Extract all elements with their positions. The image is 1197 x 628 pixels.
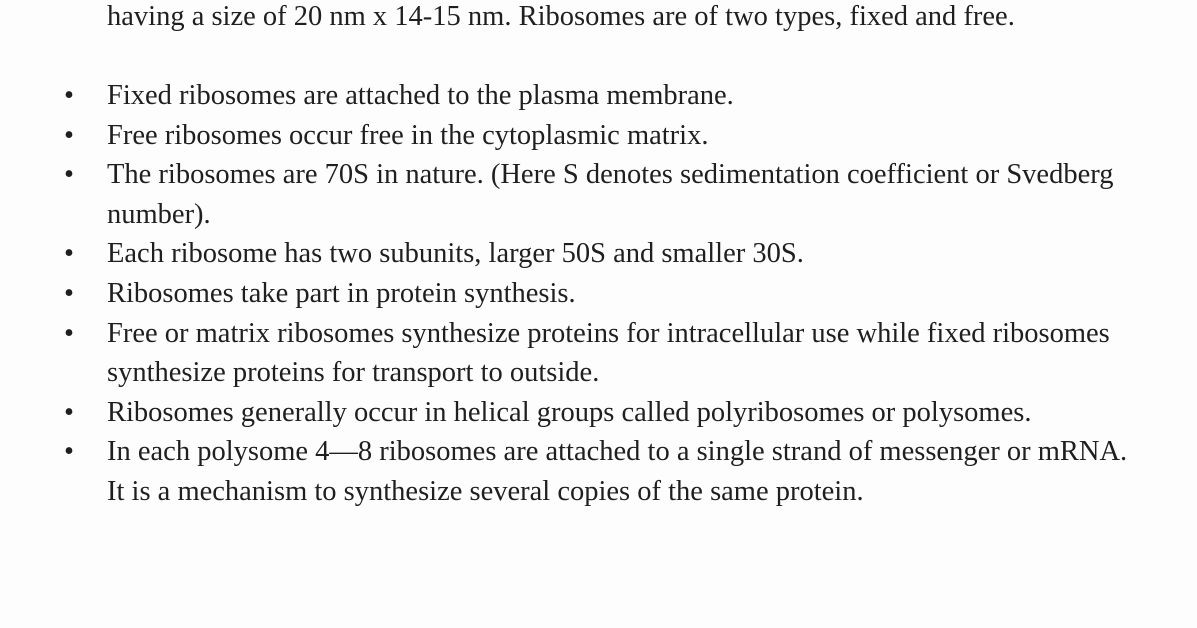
list-item-text: Free or matrix ribosomes synthesize proteins for intracellular use while fixed ribosomes synthesize proteins for transport to outside.	[107, 317, 1110, 389]
list-item-text: Free ribosomes occur free in the cytoplasmic matrix.	[107, 119, 709, 151]
list-item-text: The ribosomes are 70S in nature. (Here S denotes sedimentation coefficient or Svedberg number).	[107, 159, 1114, 230]
list-item	[0, 155, 1147, 234]
bullet-icon: •	[64, 119, 74, 151]
bullet-icon: •	[64, 396, 74, 428]
list-item	[0, 432, 1147, 511]
bullet-icon: •	[64, 238, 74, 270]
list-item-text: Fixed ribosomes are attached to the plasma membrane.	[107, 80, 734, 111]
list-item-text: Ribosomes take part in protein synthesis.	[107, 277, 576, 309]
list-item	[0, 76, 1147, 116]
list-item	[0, 314, 1147, 393]
bullet-list	[0, 76, 1197, 512]
list-item-text: Ribosomes generally occur in helical groups called polyribosomes or polysomes.	[107, 396, 1032, 428]
bullet-icon: •	[64, 159, 74, 191]
list-item	[0, 234, 1147, 274]
bullet-icon: •	[64, 277, 74, 309]
bullet-icon: •	[64, 317, 74, 349]
list-item	[0, 116, 1147, 156]
list-item	[0, 393, 1147, 433]
bullet-icon: •	[64, 436, 74, 468]
intro-paragraph: having a size of 20 nm x 14-15 nm. Ribosomes are of two types, fixed and free.	[107, 1, 1015, 32]
list-item	[0, 274, 1147, 314]
list-item-text: Each ribosome has two subunits, larger 50S and smaller 30S.	[107, 238, 804, 270]
bullet-icon: •	[64, 80, 74, 111]
list-item-text: In each polysome 4—8 ribosomes are attached to a single strand of messenger or mRNA. It is a mechanism to synthesize several copies of the same protein.	[107, 436, 1128, 507]
